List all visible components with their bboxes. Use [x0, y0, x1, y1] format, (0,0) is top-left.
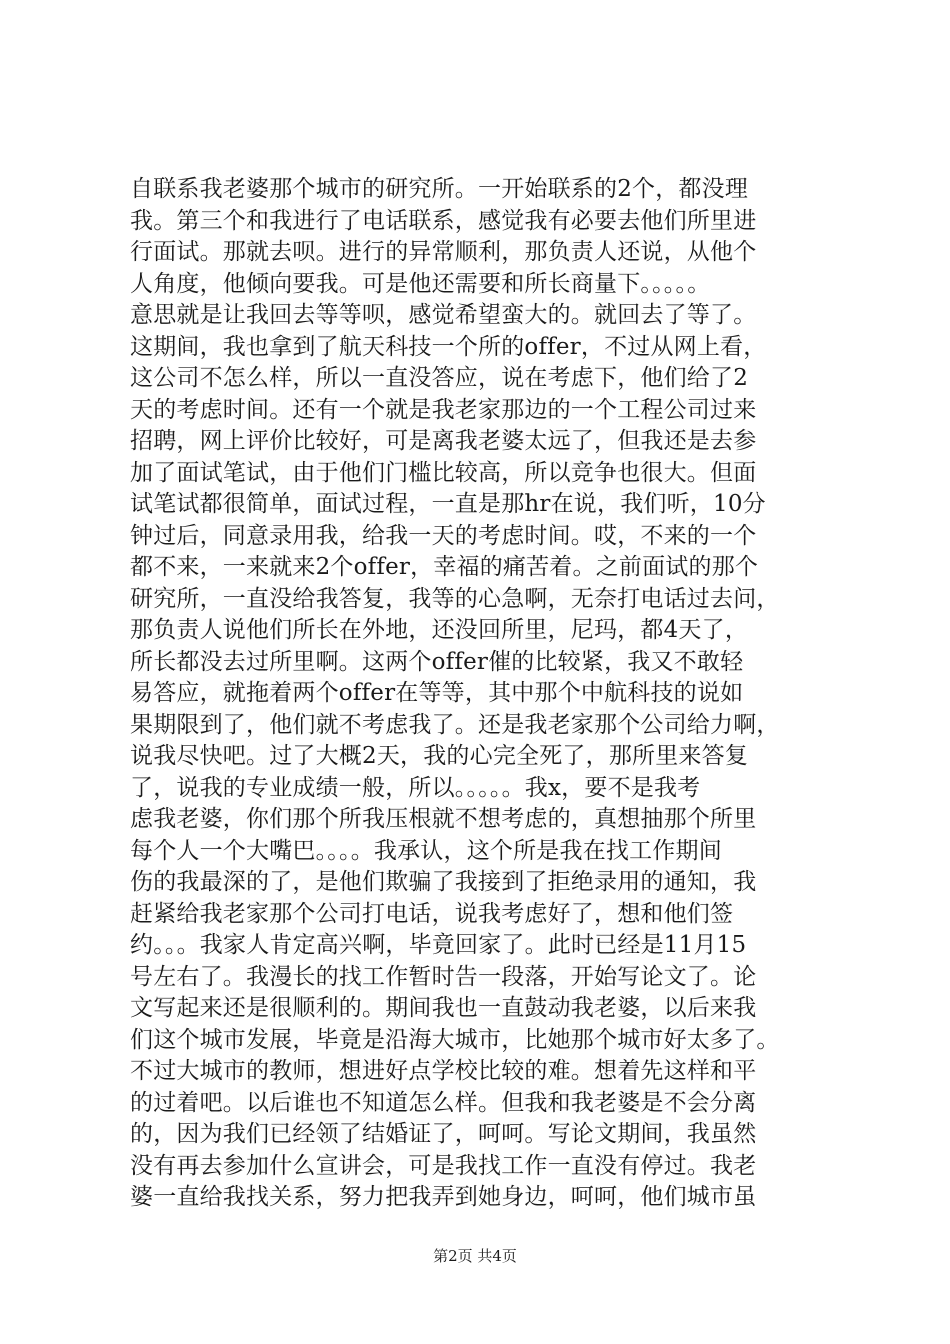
text-line: 婆一直给我找关系，努力把我弄到她身边，呵呵，他们城市虽	[130, 1184, 757, 1210]
text-line: 所长都没去过所里啊。这两个offer催的比较紧，我又不敢轻	[130, 648, 744, 675]
text-line: 们这个城市发展，毕竟是沿海大城市，比她那个城市好太多了。	[130, 1026, 780, 1053]
text-line: 人角度，他倾向要我。可是他还需要和所长商量下。。。。。	[130, 270, 711, 297]
text-line: 的过着吧。以后谁也不知道怎么样。但我和我老婆是不会分离	[130, 1089, 757, 1116]
text-line: 都不来，一来就来2个offer，幸福的痛苦着。之前面试的那个	[130, 554, 759, 580]
text-line: 赶紧给我老家那个公司打电话，说我考虑好了，想和他们签	[130, 900, 734, 927]
text-line: 号左右了。我漫长的找工作暂时告一段落，开始写论文了。论	[130, 963, 757, 990]
text-line: 的，因为我们已经领了结婚证了，呵呵。写论文期间，我虽然	[130, 1121, 757, 1147]
text-line: 不过大城市的教师，想进好点学校比较的难。想着先这样和平	[130, 1058, 757, 1084]
page-number-label: 第2页 共4页	[433, 1247, 517, 1265]
text-line: 我。第三个和我进行了电话联系，感觉我有必要去他们所里进	[130, 207, 757, 234]
text-line: 意思就是让我回去等等呗，感觉希望蛮大的。就回去了等了。	[130, 302, 757, 328]
text-line: 试笔试都很简单，面试过程，一直是那hr在说，我们听，10分	[130, 491, 766, 517]
text-line: 果期限到了，他们就不考虑我了。还是我老家那个公司给力啊，	[130, 711, 780, 738]
page-footer	[0, 1245, 950, 1266]
text-line: 加了面试笔试，由于他们门槛比较高，所以竞争也很大。但面	[130, 459, 757, 486]
text-line: 研究所，一直没给我答复，我等的心急啊，无奈打电话过去问，	[130, 585, 780, 612]
text-line: 钟过后，同意录用我，给我一天的考虑时间。哎，不来的一个	[130, 522, 757, 549]
text-line: 易答应，就拖着两个offer在等等，其中那个中航科技的说如	[130, 680, 744, 706]
text-line: 文写起来还是很顺利的。期间我也一直鼓动我老婆，以后来我	[130, 995, 757, 1021]
text-line: 虑我老婆，你们那个所我压根就不想考虑的，真想抽那个所里	[130, 806, 757, 832]
text-line: 每个人一个大嘴巴。。。。我承认，这个所是我在找工作期间	[130, 837, 722, 864]
text-line: 说我尽快吧。过了大概2天，我的心完全死了，那所里来答复	[130, 743, 749, 769]
body-text	[130, 174, 842, 1214]
text-line: 这公司不怎么样，所以一直没答应，说在考虑下，他们给了2	[130, 365, 749, 391]
text-line: 招聘，网上评价比较好，可是离我老婆太远了，但我还是去参	[130, 428, 757, 454]
text-line: 这期间，我也拿到了航天科技一个所的offer，不过从网上看，	[130, 333, 767, 360]
text-line: 约。。。我家人肯定高兴啊，毕竟回家了。此时已经是11月15	[130, 932, 747, 958]
text-line: 自联系我老婆那个城市的研究所。一开始联系的2个，都没理	[130, 176, 749, 202]
text-line: 没有再去参加什么宣讲会，可是我找工作一直没有停过。我老	[130, 1152, 757, 1179]
text-line: 天的考虑时间。还有一个就是我老家那边的一个工程公司过来	[130, 396, 757, 423]
text-line: 伤的我最深的了，是他们欺骗了我接到了拒绝录用的通知，我	[130, 869, 757, 895]
text-line: 行面试。那就去呗。进行的异常顺利，那负责人还说，从他个	[130, 239, 757, 265]
text-line: 了，说我的专业成绩一般，所以。。。。。我x，要不是我考	[130, 774, 701, 801]
text-line: 那负责人说他们所长在外地，还没回所里，尼玛，都4天了，	[130, 617, 749, 643]
